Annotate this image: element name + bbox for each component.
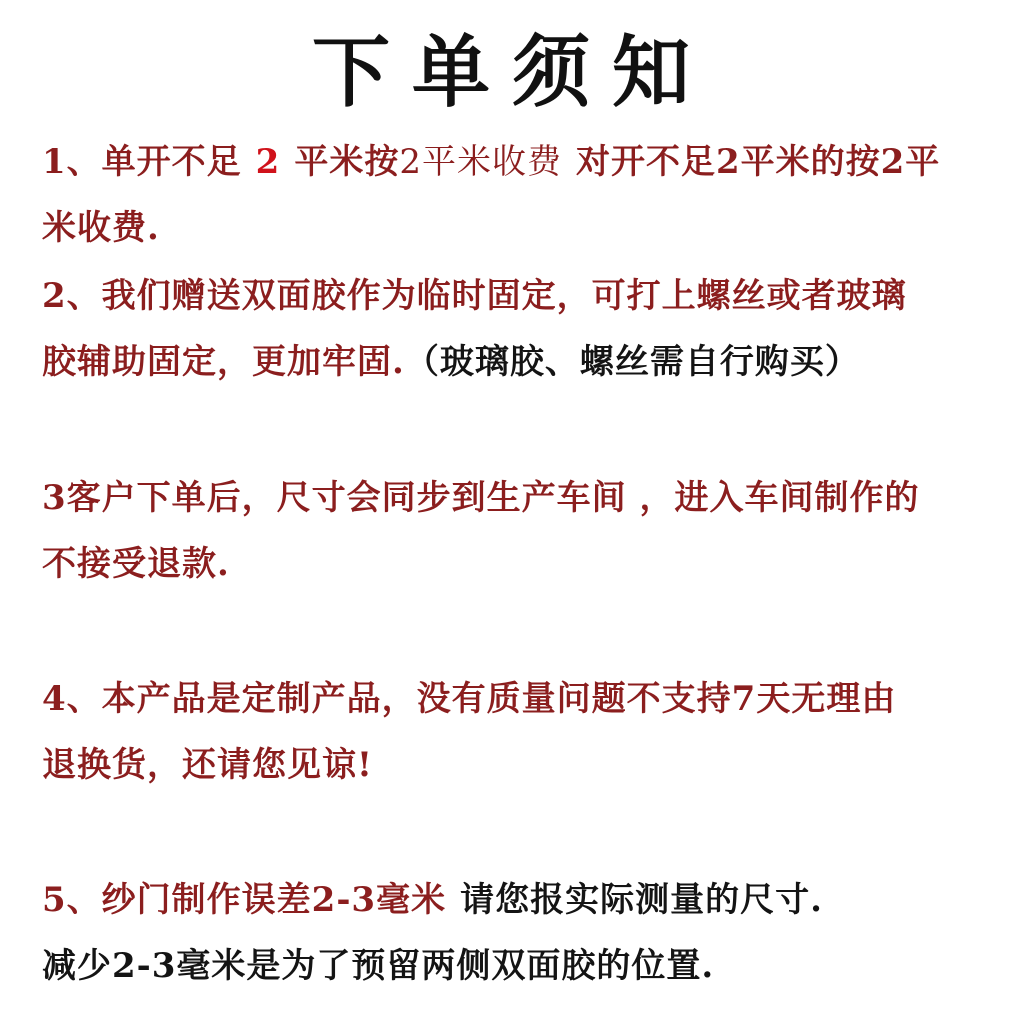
- item-1-text-b: 平米按: [294, 142, 400, 182]
- item-1-text-c: 2平米收费: [399, 142, 562, 182]
- item-2-text-a: 胶辅助固定，更加牢固.: [42, 342, 405, 382]
- item-2-line-1: 2、我们赠送双面胶作为临时固定，可打上螺丝或者玻璃: [42, 276, 907, 316]
- item-1-line-2: 米收费.: [42, 208, 160, 248]
- item-3-line-1: 3客户下单后，尺寸会同步到生产车间 ，进入车间制作的: [42, 478, 920, 518]
- item-1-text-d: 对开不足2平米的按2平: [575, 142, 941, 182]
- item-5-text-a: 5、纱门制作误差2-3毫米: [42, 880, 447, 920]
- page-title: 下单须知: [311, 28, 712, 118]
- item-1-text-a: 1、单开不足: [42, 142, 242, 182]
- item-1-line-1: [42, 140, 940, 184]
- item-5-text-b: 请您报实际测量的尺寸.: [460, 880, 823, 920]
- item-4-line-1: 4、本产品是定制产品，没有质量问题不支持7天无理由: [42, 679, 897, 719]
- item-4-line-2: 退换货，还请您见谅!: [42, 745, 373, 785]
- item-3-line-2: 不接受退款.: [42, 544, 230, 584]
- item-5-line-1: [42, 878, 823, 922]
- item-2-line-2: [42, 340, 860, 384]
- item-5-line-2: 减少2-3毫米是为了预留两侧双面胶的位置.: [42, 946, 715, 986]
- item-1-number: 2: [255, 142, 281, 182]
- item-2-text-b: （玻璃胶、螺丝需自行购买）: [404, 342, 860, 382]
